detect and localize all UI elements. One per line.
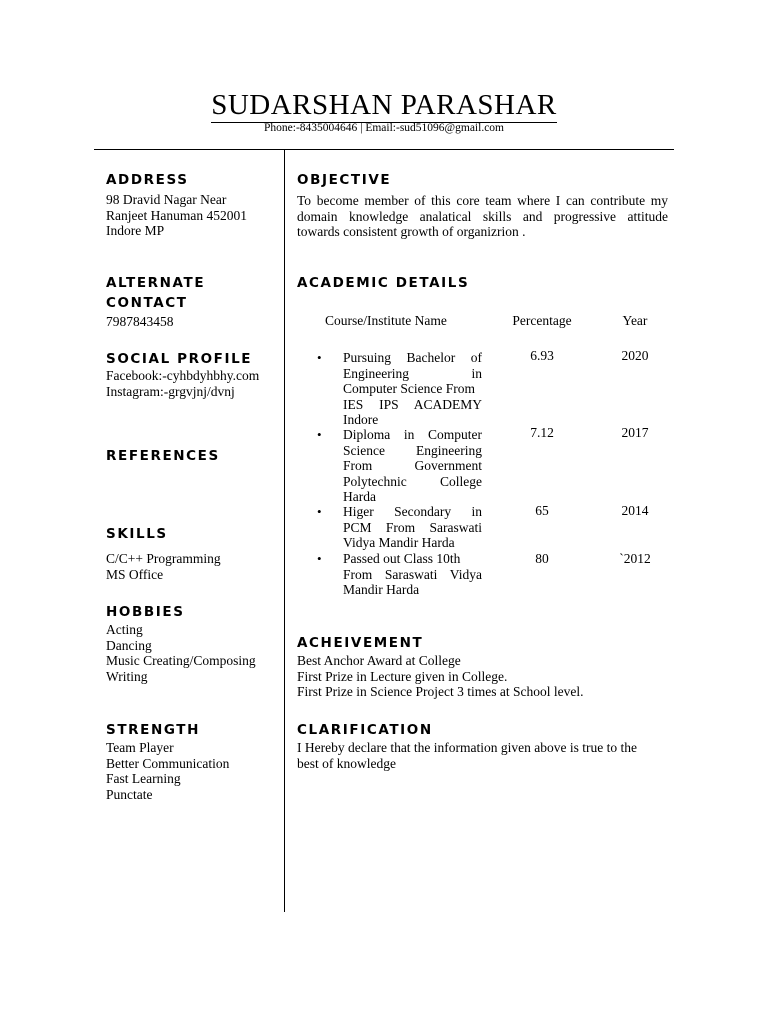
alternate-contact-number: 7987843458 [106,314,174,329]
bullet-icon: • [317,427,322,442]
column-header-year: Year [622,313,648,328]
course-line: Higer Secondary in [343,504,482,519]
course-line: PCM From Saraswati [343,519,482,535]
bullet-icon: • [317,350,322,365]
clarification-heading: CLARIFICATION [297,722,433,738]
column-divider [284,149,285,912]
strength-heading: STRENGTH [106,722,200,738]
address-line: Indore MP [106,223,165,238]
hobby-item: Writing [106,668,148,684]
hobby-item: Acting [106,622,143,637]
year-value: 2014 [621,503,649,518]
course-line: Science Engineering [343,442,482,458]
references-heading: REFERENCES [106,448,220,464]
achievement-item: First Prize in Lecture given in College. [297,668,508,684]
course-line: Indore [343,412,379,427]
year-value: 2020 [621,348,649,363]
course-line: Polytechnic College [343,473,482,489]
achievement-item: Best Anchor Award at College [297,653,461,668]
achievement-heading: ACHEIVEMENT [297,635,424,651]
course-line: From Government [343,458,482,473]
alternate-contact-heading-line2: CONTACT [106,295,188,311]
course-line: IES IPS ACADEMY [343,396,482,412]
percentage-value: 6.93 [530,348,554,363]
column-header-course: Course/Institute Name [325,313,447,328]
address-line: 98 Dravid Nagar Near [106,192,227,207]
address-line: Ranjeet Hanuman 452001 [106,207,247,223]
course-line: Diploma in Computer [343,427,482,442]
achievement-item: First Prize in Science Project 3 times at School level. [297,684,584,699]
column-header-percentage: Percentage [512,313,572,328]
clarification-text: best of knowledge [297,755,396,771]
objective-heading: OBJECTIVE [297,172,392,188]
strength-item: Better Communication [106,755,230,771]
contact-line: Phone:-8435004646 | Email:-sud51096@gmail.com [264,122,504,134]
social-profile-heading: SOCIAL PROFILE [106,351,253,367]
hobby-item: Music Creating/Composing [106,653,256,668]
objective-text: towards consistent growth of organizrion . [297,224,526,239]
year-value: `2012 [619,551,651,566]
course-line: Harda [343,489,376,504]
address-heading: ADDRESS [106,172,189,188]
hobby-item: Dancing [106,637,152,653]
course-line: Engineering in [343,365,482,381]
bullet-icon: • [317,551,322,566]
course-line: From Saraswati Vidya [343,566,482,582]
alternate-contact-heading: ALTERNATE [106,275,206,291]
objective-text: To become member of this core team where I can contribute my [297,193,668,208]
bullet-icon: • [317,504,322,519]
skills-heading: SKILLS [106,526,168,542]
strength-item: Fast Learning [106,771,181,786]
skill-item: C/C++ Programming [106,551,221,566]
strength-item: Team Player [106,740,174,755]
course-line: Computer Science From [343,381,475,396]
course-line: Mandir Harda [343,582,420,597]
course-line: Passed out Class 10th [343,551,461,566]
hobbies-heading: HOBBIES [106,604,185,620]
academic-details-heading: ACADEMIC DETAILS [297,275,470,291]
percentage-value: 65 [535,503,549,518]
skill-item: MS Office [106,566,164,582]
strength-item: Punctate [106,786,153,802]
facebook-profile: Facebook:-cyhbdyhbhy.com [106,368,260,383]
header-divider [94,149,674,150]
percentage-value: 7.12 [530,425,554,440]
course-line: Pursuing Bachelor of [343,350,482,365]
course-line: Vidya Mandir Harda [343,535,455,550]
objective-text: domain knowledge analatical skills and progressive attitude [297,208,668,224]
year-value: 2017 [621,425,649,440]
instagram-profile: Instagram:-grgvjnj/dvnj [106,383,235,399]
percentage-value: 80 [535,551,549,566]
clarification-text: I Hereby declare that the information given above is true to the [297,740,637,755]
candidate-name: SUDARSHAN PARASHAR [211,89,557,121]
